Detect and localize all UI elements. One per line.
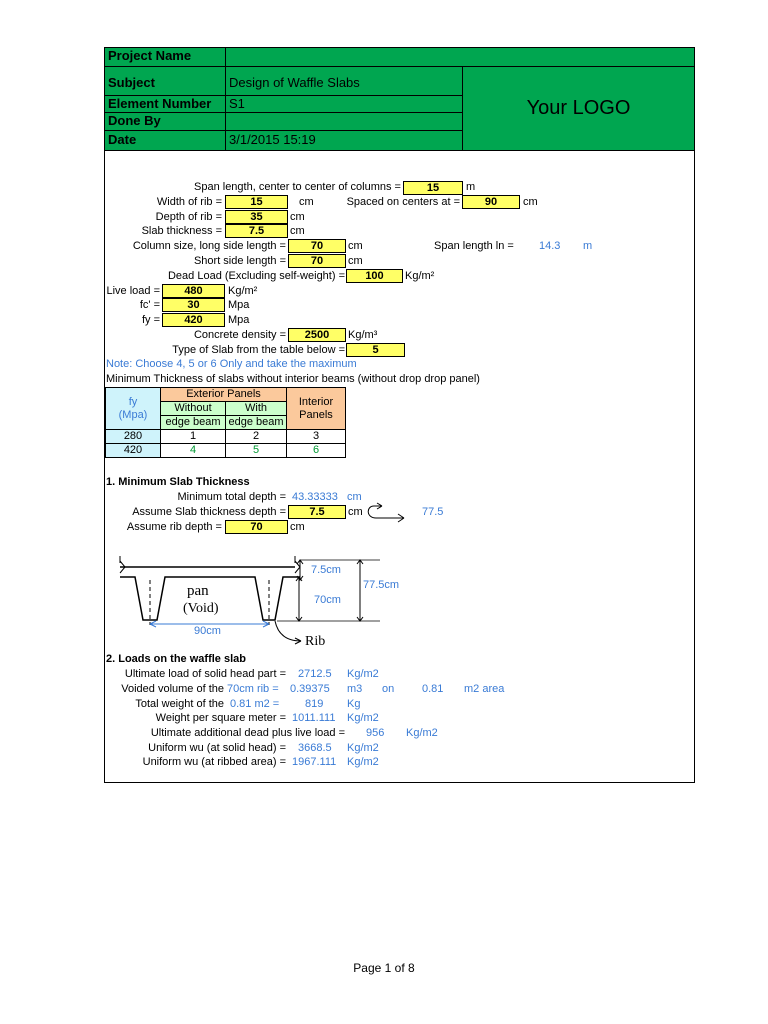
column-long-label: Column size, long side length = xyxy=(132,240,286,252)
waffle-section-diagram xyxy=(115,555,415,655)
load-value: 0.39375 xyxy=(290,683,330,695)
min-depth-value: 43.33333 xyxy=(292,491,338,503)
table-cell: 280 xyxy=(106,430,161,444)
project-name-label-cell xyxy=(104,47,226,67)
span-ln-value: 14.3 xyxy=(539,240,561,252)
table-cell: 4 xyxy=(161,444,226,458)
with-header: With xyxy=(226,402,287,416)
total-depth-value: 77.5 xyxy=(422,506,444,518)
assume-thickness-unit: cm xyxy=(348,506,363,518)
load-mid: 70cm rib = xyxy=(227,683,279,695)
dead-load-unit: Kg/m² xyxy=(405,270,435,282)
subject-value-cell[interactable] xyxy=(225,66,463,96)
table-row xyxy=(106,430,346,444)
load-value: 819 xyxy=(305,698,324,710)
fy-header-cell xyxy=(106,388,161,430)
load-mid: 0.81 m2 = xyxy=(230,698,280,710)
logo-text: Your LOGO xyxy=(526,97,631,119)
load-value: 956 xyxy=(366,727,385,739)
slab-thickness-input[interactable]: 7.5 xyxy=(225,224,288,238)
span-input[interactable]: 15 xyxy=(403,181,463,195)
table-cell: 6 xyxy=(287,444,346,458)
rib-width-label: Width of rib = xyxy=(156,196,222,208)
slab-thickness-label: Slab thickness = xyxy=(141,225,222,237)
rib-depth-unit: cm xyxy=(290,211,305,223)
interior-header: Interior xyxy=(298,395,334,408)
assume-rib-unit: cm xyxy=(290,521,305,533)
section2-title: 2. Loads on the waffle slab xyxy=(106,653,246,665)
load-unit: Kg/m2 xyxy=(347,712,379,724)
live-load-input[interactable]: 480 xyxy=(162,284,225,298)
table-cell: 3 xyxy=(287,430,346,444)
done-by-label: Done By xyxy=(108,113,161,128)
date-value: 3/1/2015 15:19 xyxy=(229,132,316,147)
project-name-value-cell[interactable] xyxy=(225,47,695,67)
load-label: Uniform wu (at ribbed area) = xyxy=(142,756,286,768)
slab-type-label: Type of Slab from the table below = xyxy=(172,344,345,356)
load-value: 2712.5 xyxy=(298,668,332,680)
load-value: 3668.5 xyxy=(298,742,332,754)
fc-unit: Mpa xyxy=(228,299,250,311)
subject-label-cell xyxy=(104,66,226,96)
subject-value: Design of Waffle Slabs xyxy=(229,75,360,90)
rib-depth-input[interactable]: 35 xyxy=(225,210,288,224)
without-header: Without xyxy=(161,402,226,416)
table-cell: 420 xyxy=(106,444,161,458)
date-label: Date xyxy=(108,132,137,147)
mpa-header: (Mpa) xyxy=(118,408,148,421)
dead-load-input[interactable]: 100 xyxy=(346,269,403,283)
rib-width-input[interactable]: 15 xyxy=(225,195,288,209)
load-extra: on xyxy=(382,683,395,695)
date-value-cell[interactable] xyxy=(225,130,463,151)
page-number: Page 1 of 8 xyxy=(353,961,415,975)
interior-header-cell xyxy=(287,388,346,430)
slab-type-input[interactable]: 5 xyxy=(346,343,405,357)
span-ln-label: Span length ln = xyxy=(434,240,514,252)
live-load-unit: Kg/m² xyxy=(228,285,258,297)
load-value: 1011.111 xyxy=(292,712,336,724)
column-short-unit: cm xyxy=(348,255,363,267)
panels-header: Panels xyxy=(299,408,333,421)
thickness-table xyxy=(105,387,346,458)
fc-input[interactable]: 30 xyxy=(162,298,225,312)
rib-depth-dimension: 70cm xyxy=(314,594,341,606)
table-cell: 1 xyxy=(161,430,226,444)
fy-label: fy = xyxy=(141,314,160,326)
live-load-label: Live load = xyxy=(106,285,160,297)
load-unit: Kg/m2 xyxy=(347,742,379,754)
column-long-input[interactable]: 70 xyxy=(288,239,346,253)
element-label-cell xyxy=(104,95,226,113)
rib-width-unit: cm xyxy=(299,196,314,208)
density-unit: Kg/m³ xyxy=(348,329,378,341)
column-long-unit: cm xyxy=(348,240,363,252)
load-label: Weight per square meter = xyxy=(155,712,286,724)
load-extra: 0.81 xyxy=(422,683,444,695)
void-label: (Void) xyxy=(183,601,219,616)
span-label: Span length, center to center of columns = xyxy=(194,181,401,193)
done-by-label-cell xyxy=(104,112,226,131)
span-ln-unit: m xyxy=(583,240,593,252)
assume-rib-label: Assume rib depth = xyxy=(126,521,222,533)
note-text: Note: Choose 4, 5 or 6 Only and take the maximum xyxy=(106,358,357,370)
load-unit: Kg/m2 xyxy=(347,668,379,680)
load-extra: m2 area xyxy=(464,683,505,695)
edge-beam-header-1: edge beam xyxy=(161,416,226,430)
load-label: Ultimate additional dead plus live load = xyxy=(150,727,345,739)
dead-load-label: Dead Load (Excluding self-weight) = xyxy=(167,270,345,282)
assume-thickness-label: Assume Slab thickness depth = xyxy=(132,506,286,518)
section1-title: 1. Minimum Slab Thickness xyxy=(106,476,250,488)
project-name-label: Project Name xyxy=(108,48,192,63)
column-short-label: Short side length = xyxy=(193,255,286,267)
column-short-input[interactable]: 70 xyxy=(288,254,346,268)
fc-label: fc' = xyxy=(139,299,160,311)
done-by-value-cell[interactable] xyxy=(225,112,463,131)
element-value: S1 xyxy=(229,96,245,111)
fy-header: fy xyxy=(128,395,138,408)
spacing-label: Spaced on centers at = xyxy=(346,196,460,208)
density-input[interactable]: 2500 xyxy=(288,328,346,342)
spacing-unit: cm xyxy=(523,196,538,208)
rib-depth-label: Depth of rib = xyxy=(155,211,222,223)
load-label: Uniform wu (at solid head) = xyxy=(148,742,286,754)
fy-input[interactable]: 420 xyxy=(162,313,225,327)
assume-thickness-input[interactable]: 7.5 xyxy=(288,505,346,519)
edge-beam-header-2: edge beam xyxy=(226,416,287,430)
logo-area xyxy=(462,66,695,151)
load-unit: Kg/m2 xyxy=(347,756,379,768)
total-dimension: 77.5cm xyxy=(363,579,400,591)
width-dimension: 90cm xyxy=(194,625,221,637)
date-label-cell xyxy=(104,130,226,151)
load-value: 1967.111 xyxy=(292,756,337,768)
min-depth-unit: cm xyxy=(347,491,362,503)
slab-dimension: 7.5cm xyxy=(311,564,341,576)
load-unit: Kg/m2 xyxy=(406,727,438,739)
rib-label: Rib xyxy=(305,634,326,649)
load-label: Total weight of the xyxy=(135,698,224,710)
load-unit: Kg xyxy=(347,698,361,710)
load-label: Voided volume of the xyxy=(121,683,224,695)
curved-arrow-icon xyxy=(360,500,420,526)
density-label: Concrete density = xyxy=(193,329,286,341)
table-caption: Minimum Thickness of slabs without interior beams (without drop drop panel) xyxy=(106,373,480,385)
table-cell: 5 xyxy=(226,444,287,458)
table-cell: 2 xyxy=(226,430,287,444)
fy-unit: Mpa xyxy=(228,314,250,326)
slab-thickness-unit: cm xyxy=(290,225,305,237)
load-label: Ultimate load of solid head part = xyxy=(124,668,286,680)
element-label: Element Number xyxy=(108,96,212,111)
table-row xyxy=(106,444,346,458)
element-value-cell[interactable] xyxy=(225,95,463,113)
assume-rib-input[interactable]: 70 xyxy=(225,520,288,534)
spacing-input[interactable]: 90 xyxy=(462,195,520,209)
load-unit: m3 xyxy=(347,683,363,695)
min-depth-label: Minimum total depth = xyxy=(177,491,286,503)
span-unit: m xyxy=(466,181,476,193)
pan-label: pan xyxy=(187,583,209,599)
exterior-panels-header: Exterior Panels xyxy=(161,388,287,402)
subject-label: Subject xyxy=(108,75,155,90)
